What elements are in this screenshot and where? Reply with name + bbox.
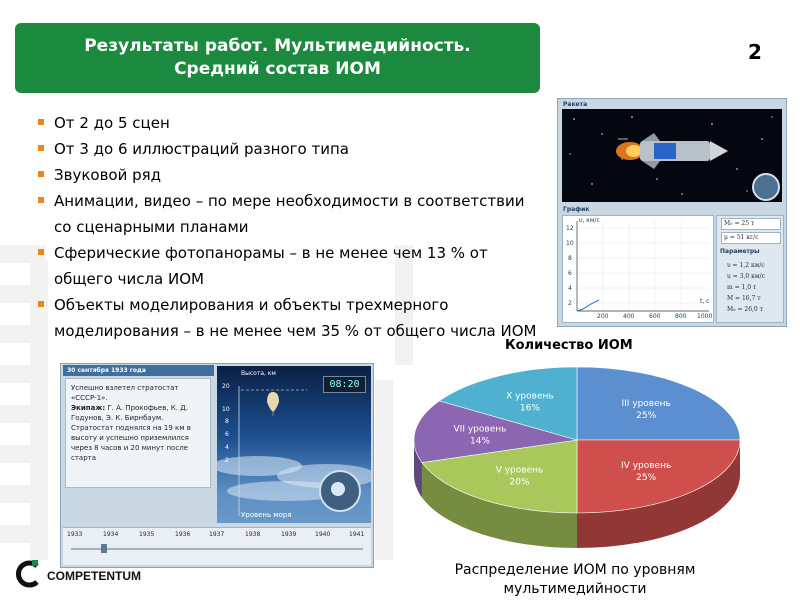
graph-panel-title: График <box>563 206 590 213</box>
timeline-year: 1939 <box>281 531 297 538</box>
pie-value-label: 25% <box>636 411 657 422</box>
timeline-handle[interactable] <box>101 544 107 553</box>
chart-caption: Распределение ИОМ по уровням мультимедийности <box>454 562 696 597</box>
y-tick: 10 <box>566 240 574 247</box>
timeline-year: 1938 <box>245 531 261 538</box>
slide-number: 2 <box>748 40 762 64</box>
timeline-year: 1940 <box>315 531 331 538</box>
clock-display: 08:20 <box>323 376 366 393</box>
velocity-curve <box>577 300 599 311</box>
bullet-item: Сферические фотопанорамы – в не менее чем 13 % от общего числа ИОМ <box>38 240 538 292</box>
chart-title: Количество ИОМ <box>505 338 633 353</box>
playback-control-icon[interactable] <box>319 470 361 512</box>
y-tick: 4 <box>568 285 572 292</box>
x-tick: 600 <box>649 313 661 320</box>
slide-title-line1: Результаты работ. Мультимедийность. <box>84 36 471 56</box>
slide-title-line2: Средний состав ИОМ <box>174 59 381 79</box>
pie-category-label: V уровень <box>495 465 544 476</box>
flow-input[interactable]: μ = 51 кг/с <box>721 232 781 244</box>
bullet-item: От 3 до 6 иллюстраций разного типа <box>38 136 538 162</box>
rocket-parameters <box>716 215 784 323</box>
pie-category-label: X уровень <box>506 391 554 402</box>
pie-category-label: IV уровень <box>621 460 672 471</box>
bullet-item: Анимации, видео – по мере необходимости в соответствии со сценарными планами <box>38 188 538 240</box>
timeline-year: 1933 <box>67 531 83 538</box>
slide-title <box>15 23 540 93</box>
stratostat-text-p2: Стратостат поднялся на 19 км в высоту и успешно приземлился через 8 часов и 20 минут после старта <box>71 424 191 462</box>
alt-tick: 8 <box>225 418 229 425</box>
rocket-space-view <box>562 109 782 202</box>
stratostat-screenshot <box>60 363 374 568</box>
stratostat-text-p1: Успешно взлетел стратостат «СССР-1». <box>71 384 179 402</box>
bullet-item: Объекты моделирования и объекты трехмерного моделирования – в не менее чем 35 % от общего числа ИОМ <box>38 292 538 344</box>
timeline-year: 1936 <box>175 531 191 538</box>
mass-input[interactable]: M₀ = 25 т <box>721 218 781 230</box>
params-title: Параметры <box>720 248 760 255</box>
param-value: M = 16,7 т <box>727 295 761 302</box>
velocity-graph-plot <box>563 216 713 322</box>
alt-tick: 10 <box>222 406 230 413</box>
stratostat-crew <box>71 403 205 423</box>
sea-level-label: Уровень моря <box>241 511 292 519</box>
alt-tick: 4 <box>225 444 229 451</box>
y-tick: 2 <box>568 300 572 307</box>
rocket-icon <box>616 133 728 169</box>
crew-label: Экипаж: <box>71 404 106 412</box>
graph-axis-label: υ, км/с <box>579 217 600 224</box>
timeline-year: 1937 <box>209 531 225 538</box>
pie-value-label: 20% <box>509 477 530 488</box>
brand-name: COMPETENTUM <box>47 569 141 583</box>
altitude-label: Высота, км <box>241 370 276 377</box>
y-tick: 12 <box>566 225 574 232</box>
bullet-list <box>38 110 538 344</box>
param-value: m = 1,0 т <box>727 284 757 291</box>
param-value: M₀ = 26,0 т <box>727 306 763 313</box>
bullet-item: Звуковой ряд <box>38 162 538 188</box>
pie-value-label: 25% <box>636 472 657 483</box>
balloon-icon <box>267 392 279 416</box>
x-tick: 800 <box>675 313 687 320</box>
timeline-track[interactable] <box>71 548 363 550</box>
pie-chart <box>400 355 760 565</box>
rocket-panel-title: Ракета <box>563 101 588 108</box>
timeline-year: 1941 <box>349 531 365 538</box>
play-icon[interactable] <box>331 482 345 496</box>
x-tick: 1000 <box>697 313 713 320</box>
y-tick: 8 <box>568 255 572 262</box>
timeline-year: 1934 <box>103 531 119 538</box>
pie-category-label: III уровень <box>621 399 671 410</box>
x-tick: 400 <box>623 313 635 320</box>
y-tick: 6 <box>568 270 572 277</box>
rocket-simulation-screenshot <box>557 98 787 327</box>
pie-category-label: VII уровень <box>453 424 507 435</box>
competentum-logo-icon <box>15 558 45 590</box>
stratostat-text <box>65 378 211 488</box>
alt-tick: 20 <box>222 383 230 390</box>
velocity-graph <box>562 215 714 323</box>
bullet-item: От 2 до 5 сцен <box>38 110 538 136</box>
param-value: u = 3,0 км/с <box>727 273 765 280</box>
timeline-year: 1935 <box>139 531 155 538</box>
pie-value-label: 14% <box>469 436 490 447</box>
graph-t-label: t, с <box>700 298 710 305</box>
competentum-logo <box>15 558 155 590</box>
rocket-scene <box>562 109 782 202</box>
pie-value-label: 16% <box>519 403 540 414</box>
alt-tick: 6 <box>225 431 229 438</box>
alt-tick: 2 <box>225 457 229 464</box>
crew-names: Г. А. Прокофьев, К. Д. Годунов, Э. К. Бирнбаум. <box>71 404 188 422</box>
navigation-wheel-icon[interactable] <box>752 173 780 201</box>
x-tick: 200 <box>597 313 609 320</box>
stratostat-date: 30 сентября 1933 года <box>63 365 214 376</box>
param-value: υ = 1,2 км/с <box>727 262 765 269</box>
